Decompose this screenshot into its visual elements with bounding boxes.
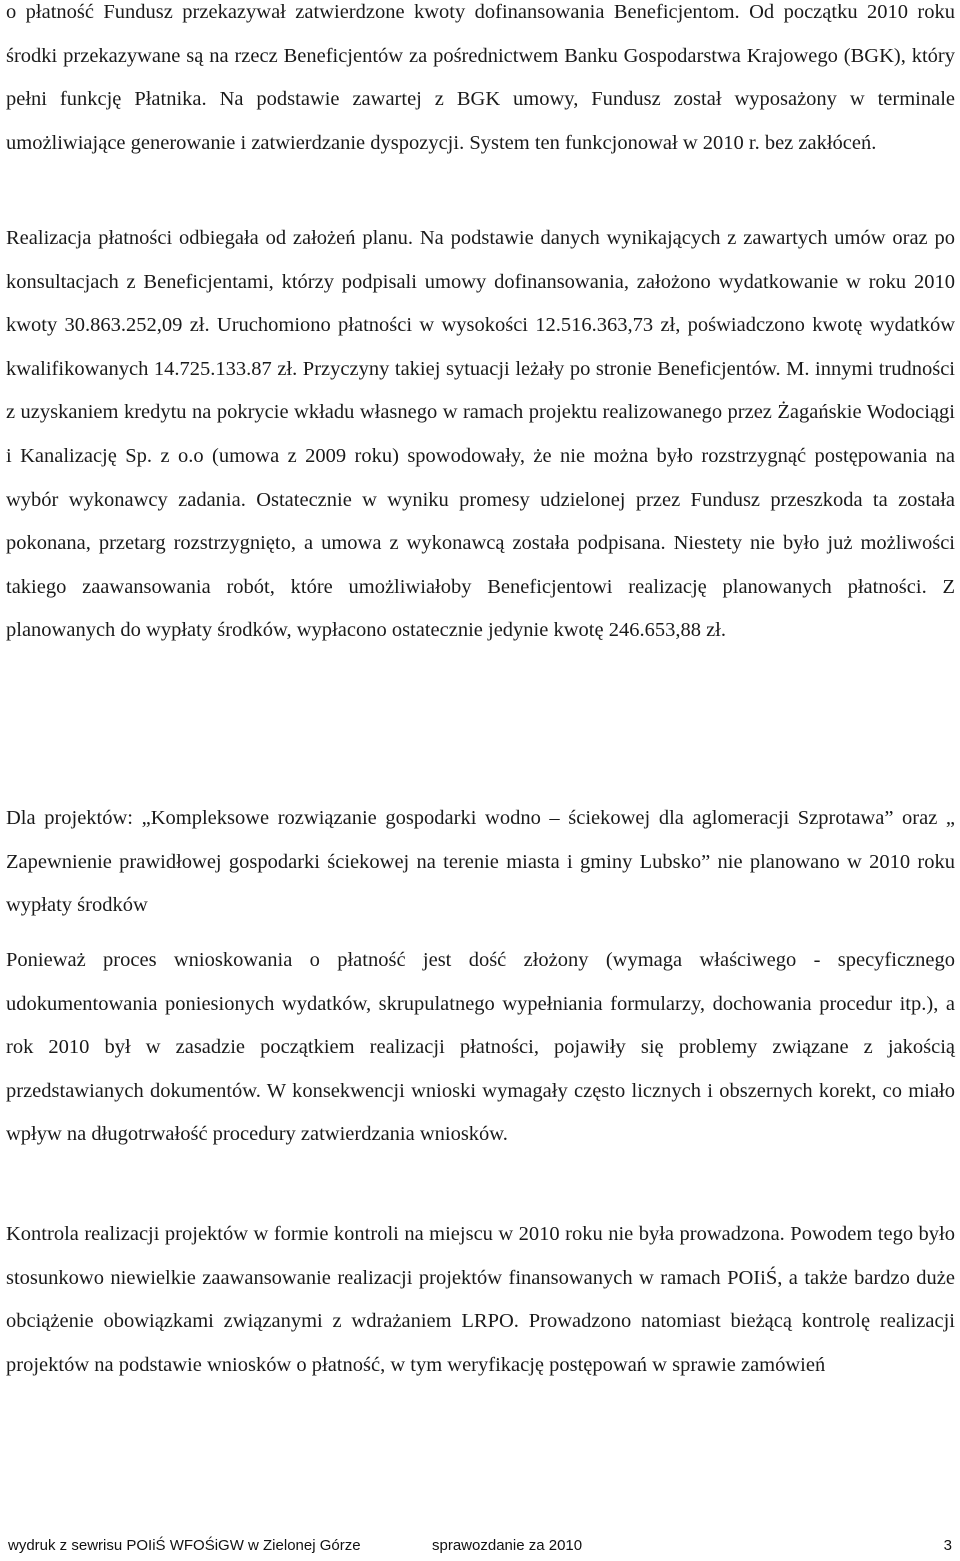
paragraph-payments-bgk: o płatność Fundusz przekazywał zatwierdzone kwoty dofinansowania Beneficjentom. Od początku 2010 roku środki przekazywane są na rzecz Beneficjentów za pośrednictwem Banku Gospodarstwa Krajowego (BGK), który pełni funkcję Płatnika. Na podstawie zawartej z BGK umowy, Fundusz został wyposażony w terminale umożliwiające generowanie i zatwierdzanie dyspozycji. System ten funkcjonował w 2010 r. bez zakłóceń. bbox=[6, 1, 955, 154]
page-number: 3 bbox=[943, 1537, 952, 1554]
paragraph-project-control: Kontrola realizacji projektów w formie kontroli na miejscu w 2010 roku nie była prowadzona. Powodem tego było stosunkowo niewielkie zaawansowanie realizacji projektów finansowanych w ramach POIiŚ, a także bardzo duże obciążenie obowiązkami związanymi z wdrażaniem LRPO. Prowadzono natomiast bieżącą kontrolę realizacji projektów na podstawie wniosków o płatność, w tym weryfikację postępowań w sprawie zamówień bbox=[6, 1223, 955, 1376]
paragraph-payment-realization: Realizacja płatności odbiegała od założeń planu. Na podstawie danych wynikających z zawartych umów oraz po konsultacjach z Beneficjentami, którzy podpisali umowy dofinansowania, założono wydatkowanie w roku 2010 kwoty 30.863.252,09 zł. Uruchomiono płatności w wysokości 12.516.363,73 zł, poświadczono kwotę wydatków kwalifikowanych 14.725.133.87 zł. Przyczyny takiej sytuacji leżały po stronie Beneficjentów. M. innymi trudności z uzyskaniem kredytu na pokrycie wkładu własnego w ramach projektu realizowanego przez Żagańskie Wodociągi i Kanalizację Sp. z o.o (umowa z 2009 roku) spowodowały, że nie można było rozstrzygnąć postępowania na wybór wykonawcy zadania. Ostatecznie w wyniku promesy udzielonej przez Fundusz przeszkoda ta została pokonana, przetarg rozstrzygnięto, a umowa z wykonawcą została podpisana. Niestety nie było już możliwości takiego zaawansowania robót, które umożliwiałoby Beneficjentowi realizację planowanych płatności. Z planowanych do wypłaty środków, wypłacono ostatecznie jedynie kwotę 246.653,88 zł. bbox=[6, 227, 955, 642]
paragraph-projects-no-payments: Dla projektów: „Kompleksowe rozwiązanie gospodarki wodno – ściekowej dla aglomeracji Szprotawa” oraz „ Zapewnienie prawidłowej gospodarki ściekowej na terenie miasta i gminy Lubsko” nie planowano w 2010 roku wypłaty środków bbox=[6, 807, 955, 917]
footer-report-title: sprawozdanie za 2010 bbox=[432, 1537, 583, 1554]
footer-source: wydruk z sewrisu POIiŚ WFOŚiGW w Zielonej Górze bbox=[8, 1537, 361, 1554]
paragraph-payment-application-process: Ponieważ proces wnioskowania o płatność jest dość złożony (wymaga właściwego - specyficznego udokumentowania poniesionych wydatków, skrupulatnego wypełniania formularzy, dochowania procedur itp.), a rok 2010 był w zasadzie początkiem realizacji płatności, pojawiły się problemy związane z jakością przedstawianych dokumentów. W konsekwencji wnioski wymagały często licznych i obszernych korekt, co miało wpływ na długotrwałość procedury zatwierdzania wniosków. bbox=[6, 949, 955, 1146]
page-footer bbox=[8, 1535, 952, 1557]
